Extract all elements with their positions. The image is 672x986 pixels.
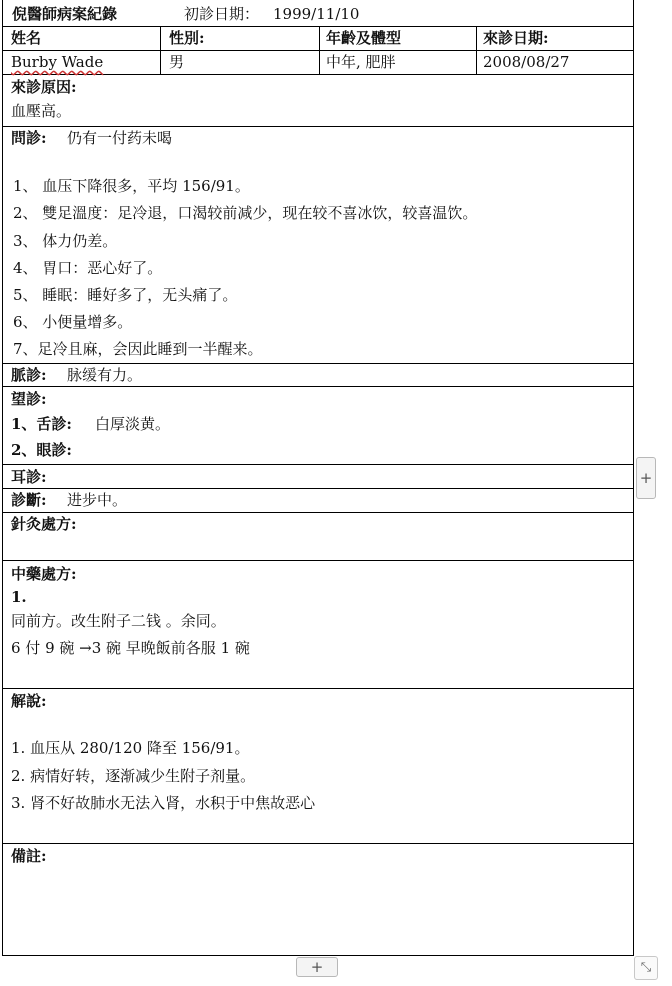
patient-age-build[interactable]: 中年, 肥胖 [326, 53, 396, 71]
rule [3, 843, 633, 844]
rule [3, 74, 633, 75]
rule [3, 464, 633, 465]
column-divider [160, 26, 161, 74]
inquiry-label: 問診: [11, 129, 47, 147]
rule [3, 560, 633, 561]
first-visit-label: 初診日期： [184, 5, 260, 23]
patient-name[interactable]: Burby Wade [11, 53, 104, 71]
inquiry-item[interactable]: 6、 小便量增多。 [13, 313, 133, 331]
reason-label: 來診原因: [11, 78, 77, 96]
inquiry-item[interactable]: 4、 胃口：恶心好了。 [13, 259, 163, 277]
column-divider [319, 26, 320, 74]
pulse-label: 脈診: [11, 366, 47, 384]
rule [3, 386, 633, 387]
inquiry-item[interactable]: 1、 血压下降很多，平均 156/91。 [13, 177, 250, 195]
explanation-item[interactable]: 3. 肾不好故肺水无法入肾，水积于中焦故恶心 [11, 794, 316, 812]
reason-text[interactable]: 血壓高。 [11, 102, 72, 120]
inquiry-item[interactable]: 2、 雙足溫度：足冷退，口渴较前减少，现在较不喜冰饮，较喜温饮。 [13, 204, 478, 222]
acupuncture-label: 針灸處方: [11, 515, 77, 533]
diagnosis-text[interactable]: 进步中。 [67, 491, 128, 509]
plus-icon: + [310, 958, 324, 976]
herbal-line[interactable]: 同前方。改生附子二钱 。余同。 [11, 612, 226, 630]
explanation-item[interactable]: 1. 血压从 280/120 降至 156/91。 [11, 739, 250, 757]
pulse-text[interactable]: 脉缓有力。 [67, 366, 143, 384]
rule [3, 688, 633, 689]
ear-label: 耳診: [11, 468, 47, 486]
rule [3, 512, 633, 513]
name-header: 姓名 [11, 29, 42, 47]
eye-label: 2、眼診: [11, 441, 72, 459]
rule [3, 363, 633, 364]
explanation-label: 解說: [11, 692, 47, 710]
inquiry-item[interactable]: 3、 体力仍差。 [13, 232, 118, 250]
tongue-text[interactable]: 白厚淡黄。 [95, 415, 171, 433]
inquiry-item[interactable]: 7、足冷且麻，会因此睡到一半醒来。 [13, 340, 263, 358]
add-row-button[interactable] [296, 957, 338, 977]
herbal-number: 1. [11, 588, 27, 606]
rule [3, 26, 633, 27]
rule [3, 488, 633, 489]
herbal-dosage[interactable]: 6 付 9 碗 →3 碗 早晚飯前各服 1 碗 [11, 639, 250, 657]
observation-label: 望診: [11, 390, 47, 408]
table-resize-handle[interactable] [634, 956, 658, 980]
tongue-label: 1、舌診: [11, 415, 72, 433]
column-divider [476, 26, 477, 74]
resize-icon: ⤡ [640, 960, 652, 975]
first-visit-date: 1999/11/10 [273, 5, 360, 23]
inquiry-note[interactable]: 仍有一付药未喝 [67, 129, 173, 147]
add-column-button[interactable] [636, 457, 656, 499]
visit-date[interactable]: 2008/08/27 [483, 53, 570, 71]
rule [3, 126, 633, 127]
patient-sex[interactable]: 男 [169, 53, 185, 71]
sex-header: 性別: [169, 29, 205, 47]
remarks-label: 備註: [11, 847, 47, 865]
plus-icon: + [639, 469, 653, 487]
record-title: 倪醫師病案紀錄 [12, 5, 118, 23]
visit-date-header: 來診日期: [483, 29, 549, 47]
medical-record-table [2, 0, 634, 956]
age-build-header: 年齡及體型 [326, 29, 402, 47]
diagnosis-label: 診斷: [11, 491, 47, 509]
explanation-item[interactable]: 2. 病情好转，逐渐减少生附子剂量。 [11, 767, 256, 785]
herbal-label: 中藥處方: [11, 565, 77, 583]
rule [3, 50, 633, 51]
inquiry-item[interactable]: 5、 睡眠：睡好多了，无头痛了。 [13, 286, 238, 304]
